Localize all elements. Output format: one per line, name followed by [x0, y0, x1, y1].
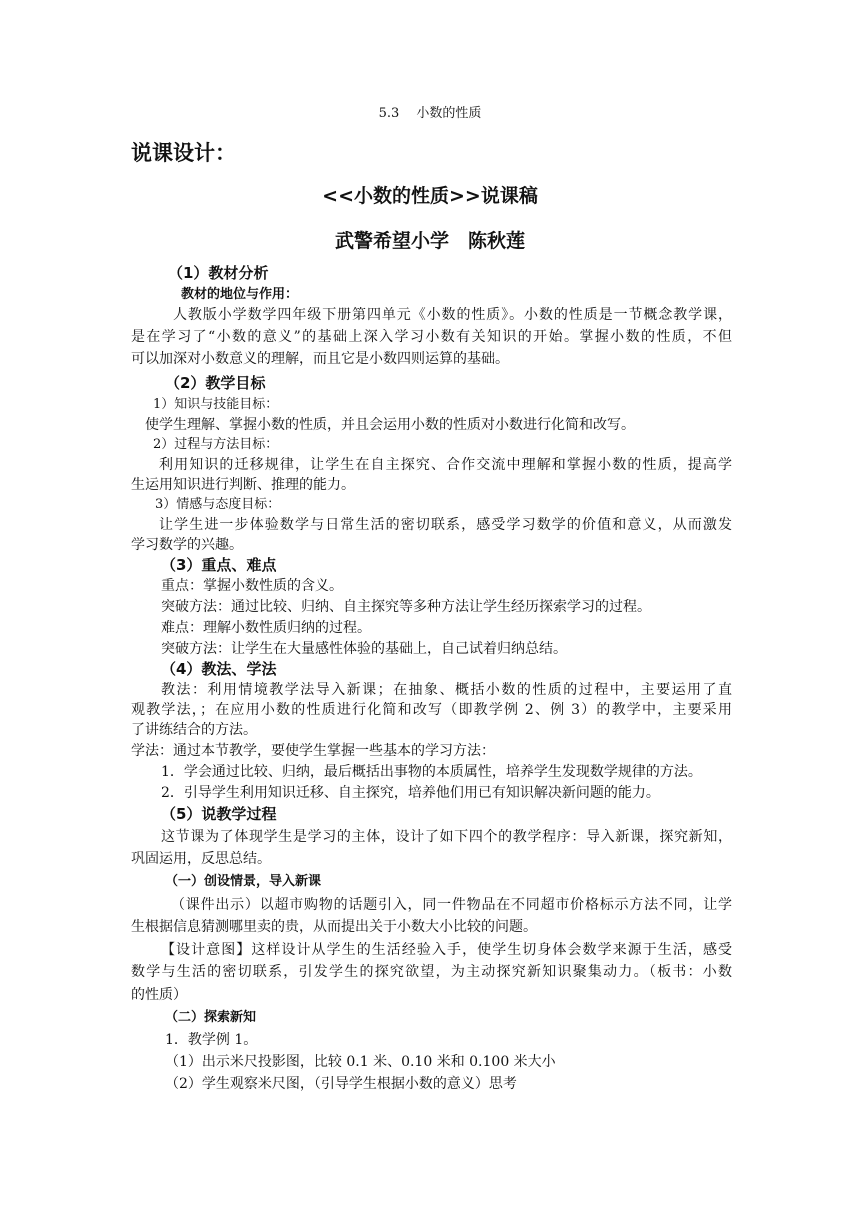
goal-1-text: 使学生理解、掌握小数的性质，并且会运用小数的性质对小数进行化简和改写。	[145, 417, 635, 433]
goal-3-text: 学习数学的兴趣。	[131, 537, 243, 553]
section-1-heading: （1）教材分析	[168, 264, 269, 282]
paragraph-line: 数学与生活的密切联系，引发学生的探究欲望，为主动探究新知识聚集动力。（板书：小数	[131, 964, 732, 980]
paragraph-line: 突破方法：让学生在大量感性体验的基础上，自己试着归纳总结。	[161, 641, 567, 657]
design-title: 说课设计：	[131, 141, 236, 165]
list-item: （1）出示米尺投影图，比较 0.1 米、0.10 米和 0.100 米大小	[165, 1054, 556, 1070]
goal-3-text: 让学生进一步体验数学与日常生活的密切联系，感受学习数学的价值和意义，从而激发	[159, 517, 732, 533]
list-item: 1．教学例 1。	[165, 1032, 258, 1048]
paragraph-line: 人教版小学数学四年级下册第四单元《小数的性质》。小数的性质是一节概念教学课，	[173, 307, 732, 323]
paragraph-line: 学法：通过本节教学，要使学生掌握一些基本的学习方法：	[131, 743, 495, 759]
paragraph-line: 观教学法，；在应用小数的性质进行化简和改写（即教学例 2、例 3）的教学中，主要采用	[131, 702, 732, 718]
subsection-heading: （二）探索新知	[165, 1010, 257, 1025]
paragraph-line: （课件出示）以超市购物的话题引入，同一件物品在不同超市价格标示方法不同，让学	[171, 897, 732, 913]
paragraph-line: 可以加深对小数意义的理解，而且它是小数四则运算的基础。	[131, 351, 509, 367]
list-item: 2．引导学生利用知识迁移、自主探究，培养他们用已有知识解决新问题的能力。	[161, 785, 660, 801]
paragraph-line: 重点：掌握小数性质的含义。	[161, 578, 343, 594]
section-5-heading: （5）说教学过程	[161, 805, 277, 823]
paragraph-line: 的性质）	[131, 987, 187, 1003]
section-3-heading: （3）重点、难点	[161, 556, 277, 574]
paragraph-line: 难点：理解小数性质归纳的过程。	[161, 620, 371, 636]
goal-2-label: 2）过程与方法目标：	[153, 437, 279, 452]
page-header: 5.3 小数的性质	[378, 106, 482, 121]
section-2-heading: （2）教学目标	[165, 374, 266, 392]
paragraph-line: 【设计意图】这样设计从学生的生活经验入手，使学生切身体会数学来源于生活，感受	[161, 942, 732, 958]
goal-1-label: 1）知识与技能目标：	[153, 397, 279, 412]
subsection-heading: （一）创设情景，导入新课	[165, 874, 322, 889]
section-1-subheading: 教材的地位与作用：	[181, 287, 299, 302]
paragraph-line: 突破方法：通过比较、归纳、自主探究等多种方法让学生经历探索学习的过程。	[161, 599, 651, 615]
document-title: <<小数的性质>>说课稿	[322, 185, 538, 207]
paragraph-line: 教法：利用情境教学法导入新课；在抽象、概括小数的性质的过程中，主要运用了直	[161, 682, 732, 698]
list-item: 1．学会通过比较、归纳，最后概括出事物的本质属性，培养学生发现数学规律的方法。	[161, 764, 702, 780]
goal-2-text: 生运用知识进行判断、推理的能力。	[131, 477, 355, 493]
section-4-heading: （4）教法、学法	[161, 660, 277, 678]
goal-2-text: 利用知识的迁移规律，让学生在自主探究、合作交流中理解和掌握小数的性质，提高学	[159, 457, 732, 473]
author-line: 武警希望小学 陈秋莲	[334, 230, 525, 252]
paragraph-line: 巩固运用，反思总结。	[131, 851, 271, 867]
goal-3-label: 3）情感与态度目标：	[155, 497, 281, 512]
paragraph-line: 这节课为了体现学生是学习的主体，设计了如下四个的教学程序：导入新课，探究新知，	[161, 829, 732, 845]
list-item: （2）学生观察米尺图，（引导学生根据小数的意义）思考	[165, 1076, 517, 1092]
paragraph-line: 了讲练结合的方法。	[131, 722, 257, 738]
paragraph-line: 是在学习了“小数的意义”的基础上深入学习小数有关知识的开始。掌握小数的性质，不但	[131, 329, 732, 345]
paragraph-line: 生根据信息猜测哪里卖的贵，从而提出关于小数大小比较的问题。	[131, 919, 537, 935]
